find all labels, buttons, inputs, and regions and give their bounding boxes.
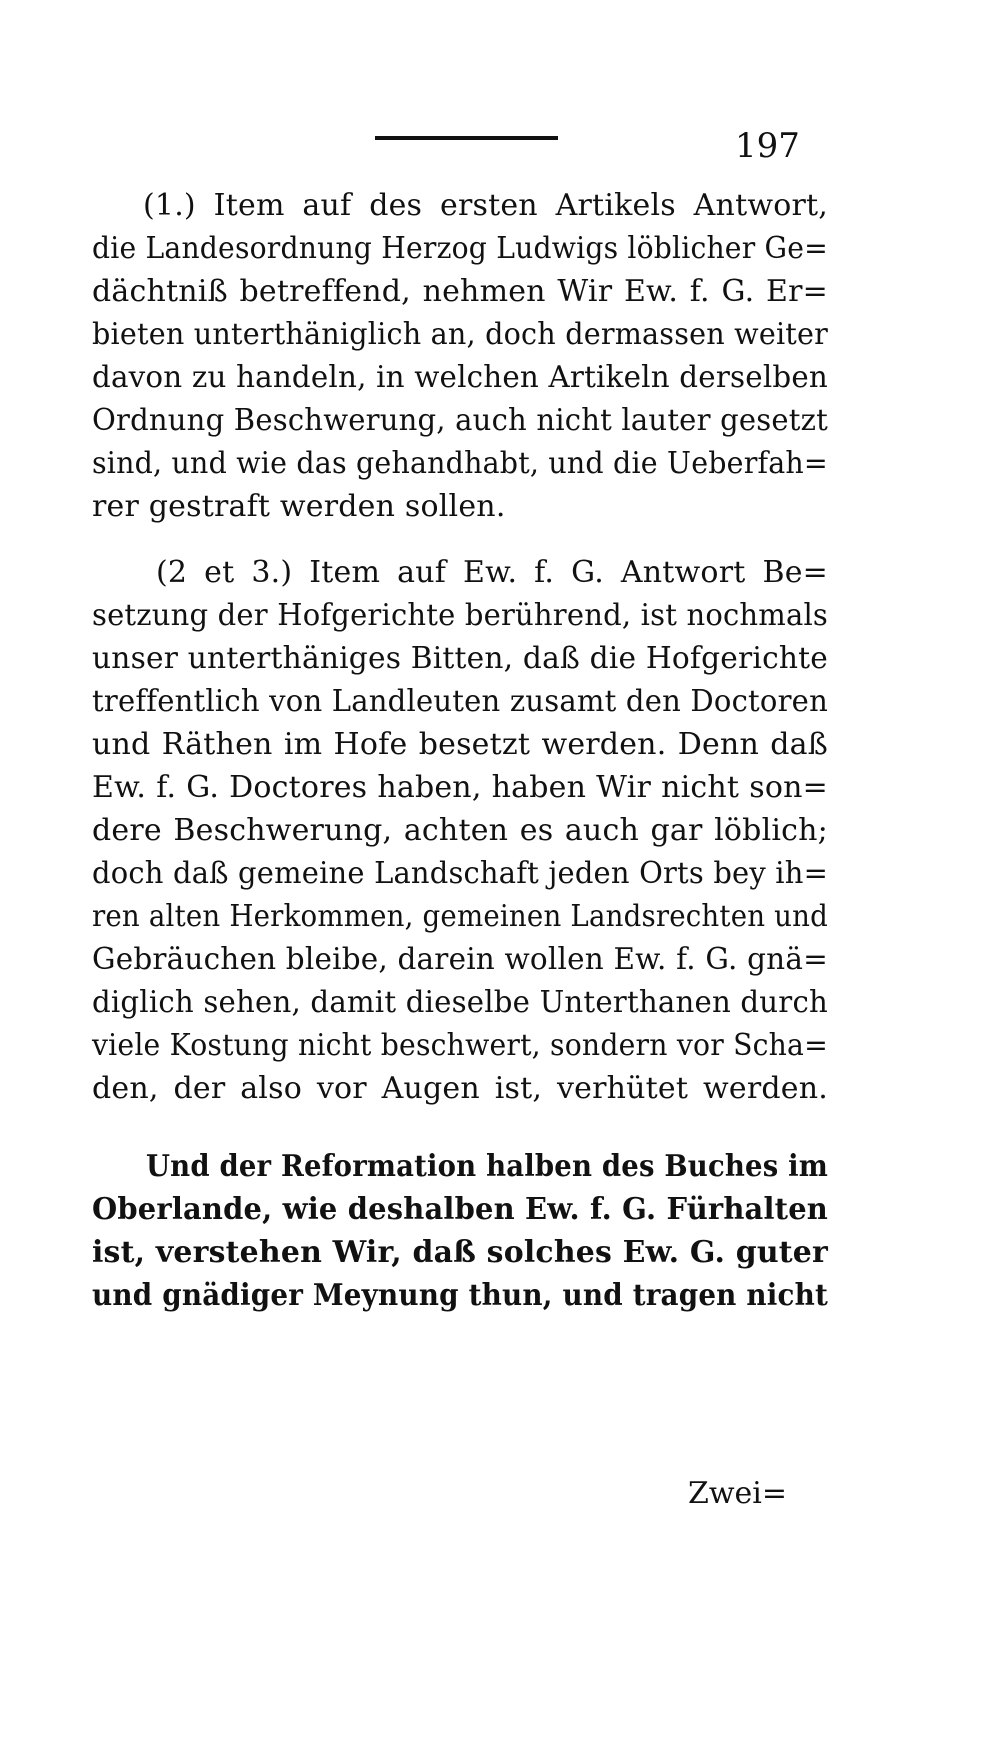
text-line: und gnädiger Meynung thun, und tragen nicht	[92, 1278, 829, 1313]
text-line: (2 et 3.) Item auf Ew. f. G. Antwort Be=	[156, 555, 829, 590]
page-number: 197	[735, 126, 800, 166]
text-line: dächtniß betreffend, nehmen Wir Ew. f. G. Er=	[92, 274, 828, 309]
text-line: und Räthen im Hofe besetzt werden. Denn daß	[92, 727, 828, 762]
text-line: diglich sehen, damit dieselbe Unterthanen durch	[92, 985, 828, 1020]
text-line: ren alten Herkommen, gemeinen Landsrechten und	[92, 899, 829, 934]
text-line: sind, und wie das gehandhabt, und die Ueberfah=	[92, 446, 828, 481]
text-line: Ew. f. G. Doctores haben, haben Wir nicht son=	[92, 770, 828, 805]
text-line: davon zu handeln, in welchen Artikeln derselben	[92, 360, 828, 395]
header-rule	[375, 136, 558, 140]
text-line: ist, verstehen Wir, daß solches Ew. G. guter	[92, 1235, 829, 1270]
text-line: (1.) Item auf des ersten Artikels Antwort,	[143, 188, 828, 223]
catchword: Zwei=	[688, 1476, 788, 1511]
text-line: Oberlande, wie deshalben Ew. f. G. Fürhalten	[92, 1192, 829, 1227]
text-line: Und der Reformation halben des Buches im	[146, 1149, 829, 1184]
text-line: rer gestraft werden sollen.	[92, 489, 506, 524]
text-line: doch daß gemeine Landschaft jeden Orts bey ih=	[92, 856, 829, 891]
text-line: bieten unterthäniglich an, doch dermassen weiter	[92, 317, 829, 352]
text-line: den, der also vor Augen ist, verhütet werden.	[92, 1071, 828, 1106]
text-line: treffentlich von Landleuten zusamt den Doctoren	[92, 684, 828, 719]
text-line: Gebräuchen bleibe, darein wollen Ew. f. G. gnä=	[92, 942, 828, 977]
text-line: viele Kostung nicht beschwert, sondern vor Scha=	[92, 1028, 828, 1063]
text-line: Ordnung Beschwerung, auch nicht lauter gesetzt	[92, 403, 828, 438]
text-line: die Landesordnung Herzog Ludwigs löblicher Ge=	[92, 231, 828, 266]
text-line: dere Beschwerung, achten es auch gar löblich;	[92, 813, 828, 848]
text-line: unser unterthäniges Bitten, daß die Hofgerichte	[92, 641, 829, 676]
text-line: setzung der Hofgerichte berührend, ist nochmals	[92, 598, 829, 633]
